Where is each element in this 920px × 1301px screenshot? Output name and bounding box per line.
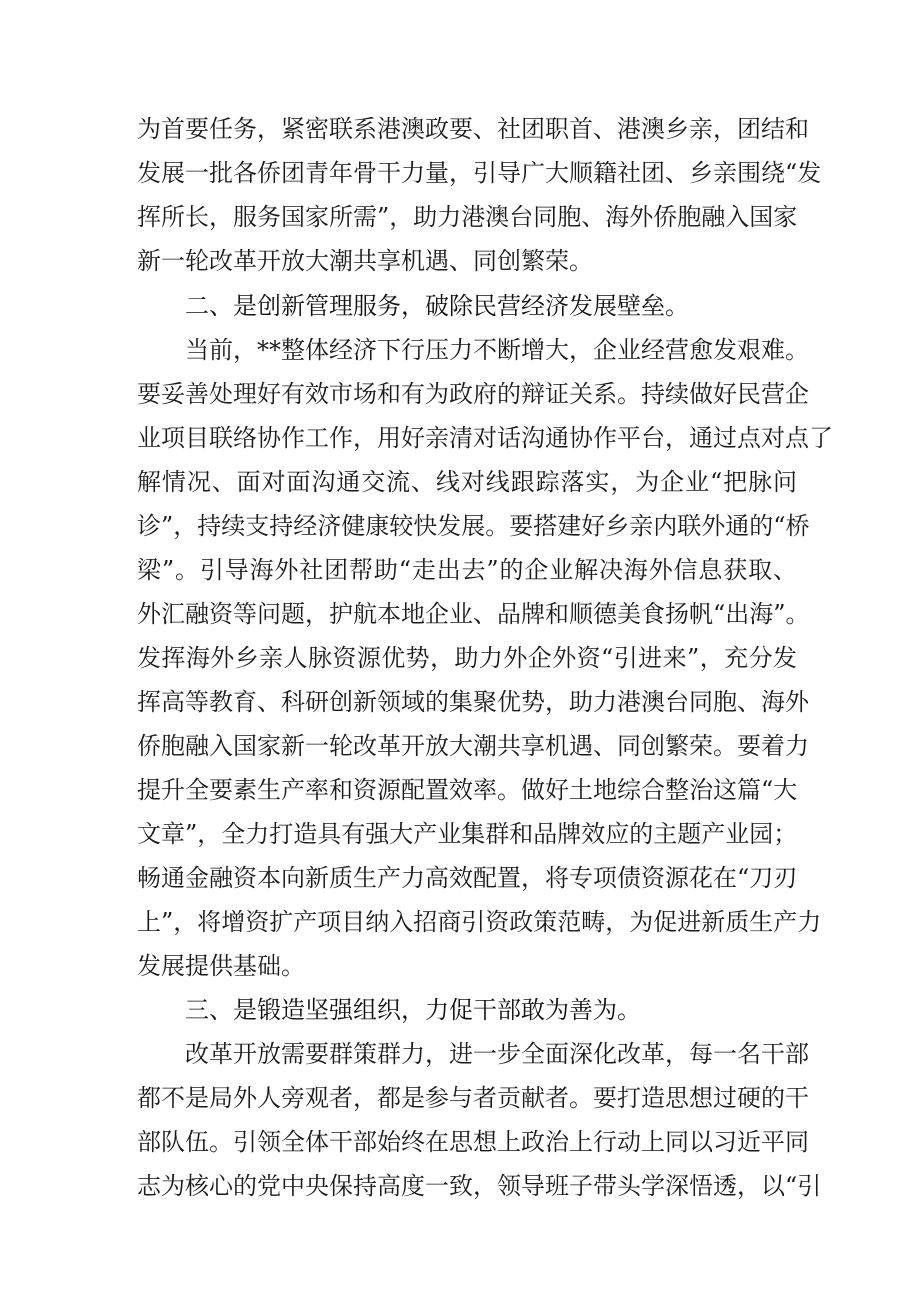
paragraph-line: 当前，**整体经济下行压力不断增大，企业经营愈发艰难。 [185,336,809,364]
paragraph-line: 上”，将增资扩产项目纳入招商引资政策范畴，为促进新质生产力 [137,908,822,936]
paragraph-line: 畅通金融资本向新质生产力高效配置，将专项债资源花在“刀刃 [137,864,798,892]
paragraph-line: 发展提供基础。 [137,952,305,980]
paragraph-line: 要妥善处理好有效市场和有为政府的辩证关系。持续做好民营企 [137,380,809,408]
paragraph-line: 梁”。引导海外社团帮助“走出去”的企业解决海外信息获取、 [137,556,797,584]
paragraph-line: 发展一批各侨团青年骨干力量，引导广大顺籍社团、乡亲围绕“发 [137,159,822,187]
paragraph-line: 侨胞融入国家新一轮改革开放大潮共享机遇、同创繁荣。要着力 [137,732,809,760]
paragraph-line: 发挥海外乡亲人脉资源优势，助力外企外资“引进来”，充分发 [137,644,797,672]
paragraph-line: 为首要任务，紧密联系港澳政要、社团职首、港澳乡亲，团结和 [137,115,809,143]
paragraph-line: 提升全要素生产率和资源配置效率。做好土地综合整治这篇“大 [137,776,798,804]
paragraph-line: 文章”，全力打造具有强大产业集群和品牌效应的主题产业园； [137,820,798,848]
section-heading: 三、是锻造坚强组织，力促干部敢为善为。 [185,996,641,1024]
paragraph-line: 解情况、面对面沟通交流、线对线跟踪落实，为企业“把脉问 [137,468,797,496]
paragraph-line: 挥所长，服务国家所需”，助力港澳台同胞、海外侨胞融入国家 [137,203,798,231]
paragraph-line: 志为核心的党中央保持高度一致，领导班子带头学深悟透，以“引 [137,1172,822,1200]
paragraph-line: 部队伍。引领全体干部始终在思想上政治上行动上同以习近平同 [137,1128,809,1156]
paragraph-line: 诊”，持续支持经济健康较快发展。要搭建好乡亲内联外通的“桥 [137,512,810,540]
section-heading: 二、是创新管理服务，破除民营经济发展壁垒。 [185,292,689,320]
paragraph-line: 改革开放需要群策群力，进一步全面深化改革，每一名干部 [185,1040,809,1068]
paragraph-line: 外汇融资等问题，护航本地企业、品牌和顺德美食扬帆“出海”。 [137,600,810,628]
paragraph-line: 都不是局外人旁观者，都是参与者贡献者。要打造思想过硬的干 [137,1084,809,1112]
paragraph-line: 业项目联络协作工作，用好亲清对话沟通协作平台，通过点对点了 [137,424,833,452]
paragraph-line: 挥高等教育、科研创新领域的集聚优势，助力港澳台同胞、海外 [137,688,809,716]
paragraph-line: 新一轮改革开放大潮共享机遇、同创繁荣。 [137,247,593,275]
